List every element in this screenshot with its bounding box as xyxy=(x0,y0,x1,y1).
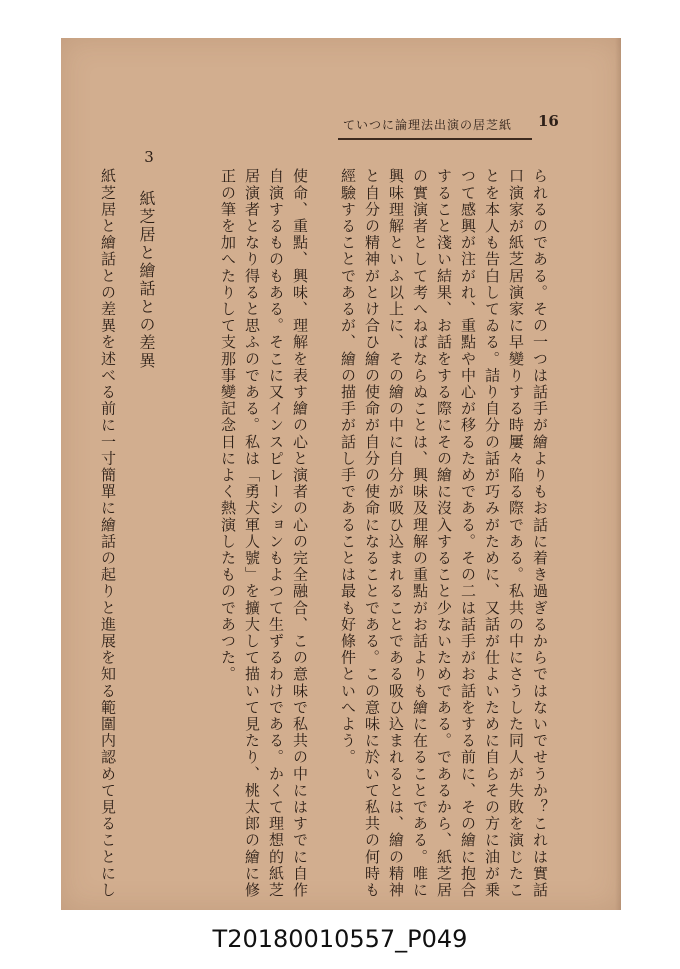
text-column: 興味理解といふ以上に、その繪の中に自分が吸ひ込まれることである吸ひ込まれるとは、繪の精神 xyxy=(387,168,405,899)
text-column: の實演者として考へねばならぬことは、興味及理解の重點がお話よりも繪に在ることである。唯に xyxy=(411,168,429,899)
text-column: 正の筆を加へたりして支那事變記念日によく熱演したものであつた。 xyxy=(219,168,237,683)
section-number: 3 xyxy=(140,148,158,166)
text-column: つて感興が注がれ、重點や中心が移るためである。その二は話手がお話をする前に、その繪に抱合 xyxy=(459,168,477,899)
text-column: 經驗することであるが、繪の描手が話し手であることは最も好條件といへよう。 xyxy=(339,168,357,766)
text-column: 口演家が紙芝居演家に早變りする時屢々陥る際である。私共の中にさうした同人が失敗を演じたこ xyxy=(507,168,525,899)
text-column: 居演者となり得ると思ふのである。私は「勇犬軍人號」を擴大して描いて見たり、桃太郎の繪に修 xyxy=(243,168,261,899)
running-header-title: ていつに論理法出演の居芝紙 xyxy=(343,118,513,132)
image-caption: T20180010557_P049 xyxy=(212,925,468,953)
text-column: と自分の精神がとけ合ひ繪の使命が自分の使命になることである。この意味に於いて私共の何時も xyxy=(363,168,381,899)
text-column: すること淺い結果、お話をする際にその繪に沒入すること少ないためである。であるから、紙芝居 xyxy=(435,168,453,899)
text-column: 自演するものもある。そこに又インスピレーションもよつて生ずるわけである。かくて理想的紙芝 xyxy=(267,168,285,899)
text-column: られるのである。その一つは話手が繪よりもお話に着き過ぎるからではないでせうか？これは實話 xyxy=(531,168,549,899)
text-column: とを本人も告白してゐる。詰り自分の話が巧みがために、又話が仕よいために自らその方に油が乗 xyxy=(483,168,501,899)
header-rule xyxy=(338,138,532,140)
page-number: 16 xyxy=(538,112,559,130)
text-column: 使命、重點、興味、理解を表す繪の心と演者の心の完全融合、この意味で私共の中にはすでに自作 xyxy=(291,168,309,899)
section-title: 紙芝居と繪話との差異 xyxy=(137,190,156,370)
text-column: 紙芝居と繪話との差異を述べる前に一寸簡單に繪話の起りと進展を知る範圍内認めて見ることにし xyxy=(99,168,117,899)
